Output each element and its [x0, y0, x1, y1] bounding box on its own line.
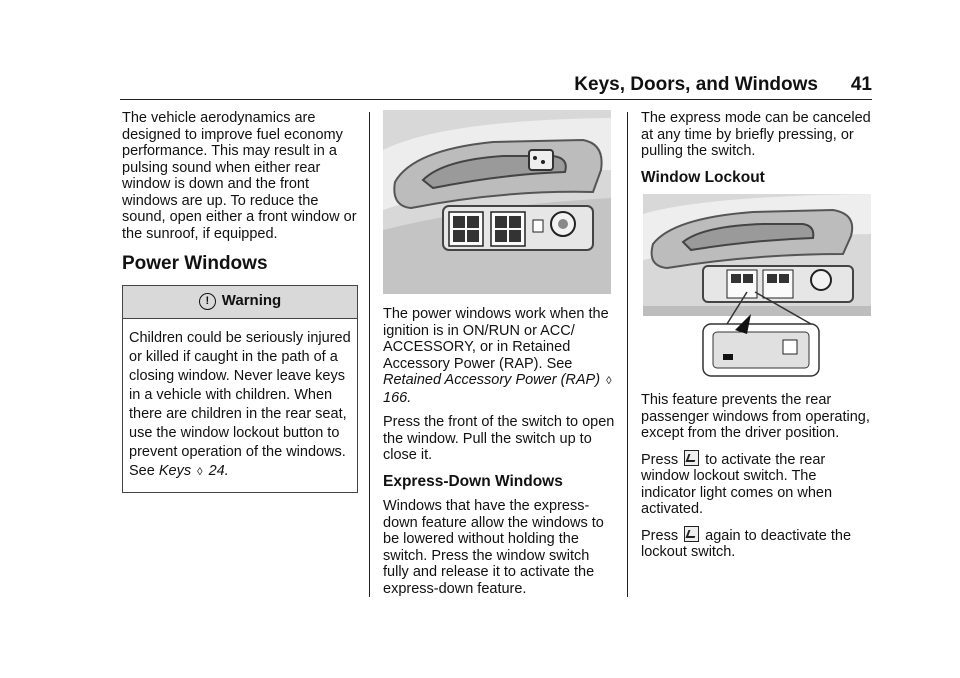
warning-header — [123, 286, 357, 319]
column-divider-1 — [369, 112, 370, 597]
warning-icon: ! — [199, 293, 216, 310]
keys-reference-page[interactable]: 24. — [208, 462, 229, 479]
lockout-deactivate-paragraph — [641, 526, 874, 561]
lockout-activate-paragraph — [641, 450, 874, 518]
section-title: Keys, Doors, and Windows — [574, 74, 818, 95]
header-rule — [120, 99, 872, 100]
column-3 — [628, 110, 874, 569]
deactivate-text: again to deactivate the lockout switch. — [641, 527, 852, 560]
warning-box — [122, 285, 358, 493]
power-window-switch-photo — [383, 110, 611, 294]
switch-operation-paragraph: Press the front of the switch to open the window. Pull the switch up to close it. — [383, 414, 615, 463]
express-down-heading: Express-Down Windows — [383, 472, 563, 490]
column-2 — [383, 110, 615, 605]
page-number: 41 — [850, 74, 872, 95]
warning-text: Children could be seriously injured or killed if caught in the path of a closing window. Never leave keys in a vehicle with children. When there are children in the rear seat, use the window lockout button to prevent operation of the windows. See — [129, 329, 351, 479]
reference-arrow-icon: ◊ — [606, 375, 612, 387]
page-header — [120, 70, 872, 100]
column-1 — [122, 110, 358, 493]
reference-arrow-icon: ◊ — [197, 465, 203, 478]
rap-reference-page[interactable]: 166. — [383, 389, 412, 406]
intro-paragraph: The vehicle aerodynamics are designed to improve fuel economy performance. This may result in a pulsing sound when either rear window is down and the front windows are up. To reduce the sound, open either a front window or the sunroof, if equipped. — [122, 110, 357, 242]
press-text: Press — [641, 451, 679, 468]
express-cancel-paragraph: The express mode can be canceled at any time by briefly pressing, or pulling the switch. — [641, 110, 871, 159]
activate-text: to activate the rear window lockout switch. The indicator light comes on when activated. — [641, 451, 833, 517]
window-lockout-photo — [643, 194, 871, 382]
keys-reference[interactable]: Keys — [158, 462, 192, 479]
window-lockout-heading: Window Lockout — [641, 168, 765, 186]
warning-body — [123, 319, 357, 492]
power-windows-paragraph — [383, 306, 615, 406]
lockout-description-paragraph: This feature prevents the rear passenger windows from operating, except from the driver position. — [641, 392, 870, 441]
warning-label: Warning — [221, 292, 282, 310]
press-text-2: Press — [641, 527, 679, 544]
window-lockout-icon — [684, 526, 699, 542]
rap-reference[interactable]: Retained Accessory Power (RAP) — [383, 372, 601, 388]
power-windows-text: The power windows work when the ignition is in ON/RUN or ACC/ ACCESSORY, or in Retained Accessory Power (RAP). See — [383, 306, 609, 372]
express-down-paragraph: Windows that have the express-down feature allow the windows to be lowered without holding the switch. Press the window switch fully and release it to activate the express-down feature. — [383, 498, 604, 597]
window-lockout-icon — [684, 450, 699, 466]
power-windows-heading: Power Windows — [122, 253, 268, 274]
